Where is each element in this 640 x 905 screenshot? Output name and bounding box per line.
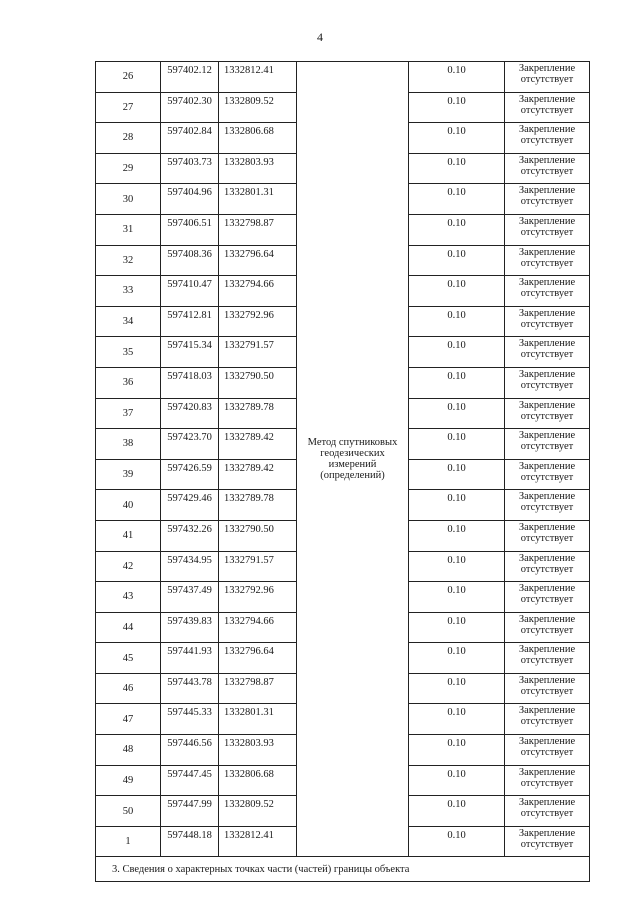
coordinate-x: 597403.73 <box>161 153 219 184</box>
coordinate-x: 597402.84 <box>161 123 219 154</box>
precision-value: 0.10 <box>409 62 505 93</box>
fixing-description: Закрепление отсутствует <box>505 490 590 521</box>
fixing-description: Закрепление отсутствует <box>505 92 590 123</box>
coordinate-y: 1332812.41 <box>219 62 297 93</box>
fixing-description: Закрепление отсутствует <box>505 214 590 245</box>
point-number: 39 <box>96 459 161 490</box>
point-number: 29 <box>96 153 161 184</box>
coordinate-x: 597408.36 <box>161 245 219 276</box>
coordinate-y: 1332790.50 <box>219 367 297 398</box>
coordinate-y: 1332803.93 <box>219 735 297 766</box>
coordinate-x: 597445.33 <box>161 704 219 735</box>
fixing-description: Закрепление отсутствует <box>505 153 590 184</box>
point-number: 46 <box>96 673 161 704</box>
point-number: 36 <box>96 367 161 398</box>
precision-value: 0.10 <box>409 184 505 215</box>
fixing-description: Закрепление отсутствует <box>505 826 590 857</box>
coordinate-x: 597402.30 <box>161 92 219 123</box>
fixing-description: Закрепление отсутствует <box>505 735 590 766</box>
fixing-description: Закрепление отсутствует <box>505 429 590 460</box>
coordinate-y: 1332792.96 <box>219 582 297 613</box>
precision-value: 0.10 <box>409 429 505 460</box>
point-number: 48 <box>96 735 161 766</box>
table-row <box>96 62 590 93</box>
precision-value: 0.10 <box>409 214 505 245</box>
point-number: 31 <box>96 214 161 245</box>
coordinate-x: 597437.49 <box>161 582 219 613</box>
point-number: 34 <box>96 306 161 337</box>
section-title: 3. Сведения о характерных точках части (частей) границы объекта <box>96 857 590 882</box>
coordinate-x: 597447.45 <box>161 765 219 796</box>
fixing-description: Закрепление отсутствует <box>505 612 590 643</box>
coordinate-x: 597412.81 <box>161 306 219 337</box>
coordinate-y: 1332798.87 <box>219 673 297 704</box>
coordinate-x: 597420.83 <box>161 398 219 429</box>
coordinate-x: 597448.18 <box>161 826 219 857</box>
point-number: 37 <box>96 398 161 429</box>
precision-value: 0.10 <box>409 245 505 276</box>
point-number: 42 <box>96 551 161 582</box>
coordinate-y: 1332796.64 <box>219 643 297 674</box>
fixing-description: Закрепление отсутствует <box>505 62 590 93</box>
fixing-description: Закрепление отсутствует <box>505 276 590 307</box>
coordinate-y: 1332791.57 <box>219 551 297 582</box>
precision-value: 0.10 <box>409 123 505 154</box>
coordinate-x: 597447.99 <box>161 796 219 827</box>
precision-value: 0.10 <box>409 704 505 735</box>
precision-value: 0.10 <box>409 612 505 643</box>
fixing-description: Закрепление отсутствует <box>505 398 590 429</box>
coordinate-y: 1332798.87 <box>219 214 297 245</box>
coordinate-x: 597402.12 <box>161 62 219 93</box>
coordinate-y: 1332806.68 <box>219 123 297 154</box>
precision-value: 0.10 <box>409 551 505 582</box>
precision-value: 0.10 <box>409 153 505 184</box>
precision-value: 0.10 <box>409 398 505 429</box>
precision-value: 0.10 <box>409 337 505 368</box>
coordinate-y: 1332801.31 <box>219 704 297 735</box>
coordinate-x: 597418.03 <box>161 367 219 398</box>
coordinate-x: 597443.78 <box>161 673 219 704</box>
coordinate-y: 1332794.66 <box>219 612 297 643</box>
coordinate-y: 1332809.52 <box>219 92 297 123</box>
precision-value: 0.10 <box>409 765 505 796</box>
precision-value: 0.10 <box>409 826 505 857</box>
point-number: 43 <box>96 582 161 613</box>
fixing-description: Закрепление отсутствует <box>505 520 590 551</box>
precision-value: 0.10 <box>409 92 505 123</box>
point-number: 41 <box>96 520 161 551</box>
coordinate-y: 1332790.50 <box>219 520 297 551</box>
page-number: 4 <box>317 30 323 44</box>
point-number: 47 <box>96 704 161 735</box>
coordinate-y: 1332812.41 <box>219 826 297 857</box>
point-number: 40 <box>96 490 161 521</box>
coordinate-x: 597439.83 <box>161 612 219 643</box>
fixing-description: Закрепление отсутствует <box>505 643 590 674</box>
coordinate-x: 597404.96 <box>161 184 219 215</box>
coordinate-x: 597415.34 <box>161 337 219 368</box>
precision-value: 0.10 <box>409 673 505 704</box>
coordinate-y: 1332789.78 <box>219 490 297 521</box>
coordinate-y: 1332789.42 <box>219 429 297 460</box>
coordinate-y: 1332791.57 <box>219 337 297 368</box>
point-number: 33 <box>96 276 161 307</box>
fixing-description: Закрепление отсутствует <box>505 337 590 368</box>
point-number: 44 <box>96 612 161 643</box>
coordinate-y: 1332796.64 <box>219 245 297 276</box>
coordinate-y: 1332789.42 <box>219 459 297 490</box>
fixing-description: Закрепление отсутствует <box>505 551 590 582</box>
coordinate-y: 1332809.52 <box>219 796 297 827</box>
coordinate-y: 1332803.93 <box>219 153 297 184</box>
precision-value: 0.10 <box>409 643 505 674</box>
coordinates-table-body <box>96 62 590 857</box>
method-cell: Метод спутниковых геодезических измерений (определений) <box>297 62 409 857</box>
fixing-description: Закрепление отсутствует <box>505 796 590 827</box>
fixing-description: Закрепление отсутствует <box>505 123 590 154</box>
fixing-description: Закрепление отсутствует <box>505 367 590 398</box>
coordinate-y: 1332806.68 <box>219 765 297 796</box>
coordinate-x: 597441.93 <box>161 643 219 674</box>
coordinate-y: 1332792.96 <box>219 306 297 337</box>
precision-value: 0.10 <box>409 306 505 337</box>
point-number: 49 <box>96 765 161 796</box>
fixing-description: Закрепление отсутствует <box>505 704 590 735</box>
coordinate-x: 597406.51 <box>161 214 219 245</box>
coordinate-y: 1332794.66 <box>219 276 297 307</box>
point-number: 28 <box>96 123 161 154</box>
coordinate-x: 597426.59 <box>161 459 219 490</box>
point-number: 1 <box>96 826 161 857</box>
fixing-description: Закрепление отсутствует <box>505 459 590 490</box>
fixing-description: Закрепление отсутствует <box>505 673 590 704</box>
precision-value: 0.10 <box>409 367 505 398</box>
coordinate-x: 597423.70 <box>161 429 219 460</box>
coordinate-x: 597434.95 <box>161 551 219 582</box>
point-number: 50 <box>96 796 161 827</box>
coordinate-y: 1332801.31 <box>219 184 297 215</box>
fixing-description: Закрепление отсутствует <box>505 765 590 796</box>
coordinate-x: 597429.46 <box>161 490 219 521</box>
precision-value: 0.10 <box>409 796 505 827</box>
point-number: 38 <box>96 429 161 460</box>
precision-value: 0.10 <box>409 520 505 551</box>
coordinate-x: 597432.26 <box>161 520 219 551</box>
point-number: 35 <box>96 337 161 368</box>
fixing-description: Закрепление отсутствует <box>505 582 590 613</box>
point-number: 45 <box>96 643 161 674</box>
point-number: 27 <box>96 92 161 123</box>
fixing-description: Закрепление отсутствует <box>505 306 590 337</box>
coordinate-y: 1332789.78 <box>219 398 297 429</box>
precision-value: 0.10 <box>409 459 505 490</box>
precision-value: 0.10 <box>409 276 505 307</box>
fixing-description: Закрепление отсутствует <box>505 184 590 215</box>
point-number: 26 <box>96 62 161 93</box>
fixing-description: Закрепление отсутствует <box>505 245 590 276</box>
precision-value: 0.10 <box>409 490 505 521</box>
coordinate-x: 597446.56 <box>161 735 219 766</box>
point-number: 30 <box>96 184 161 215</box>
coordinates-table <box>95 61 590 882</box>
precision-value: 0.10 <box>409 735 505 766</box>
coordinate-x: 597410.47 <box>161 276 219 307</box>
point-number: 32 <box>96 245 161 276</box>
precision-value: 0.10 <box>409 582 505 613</box>
